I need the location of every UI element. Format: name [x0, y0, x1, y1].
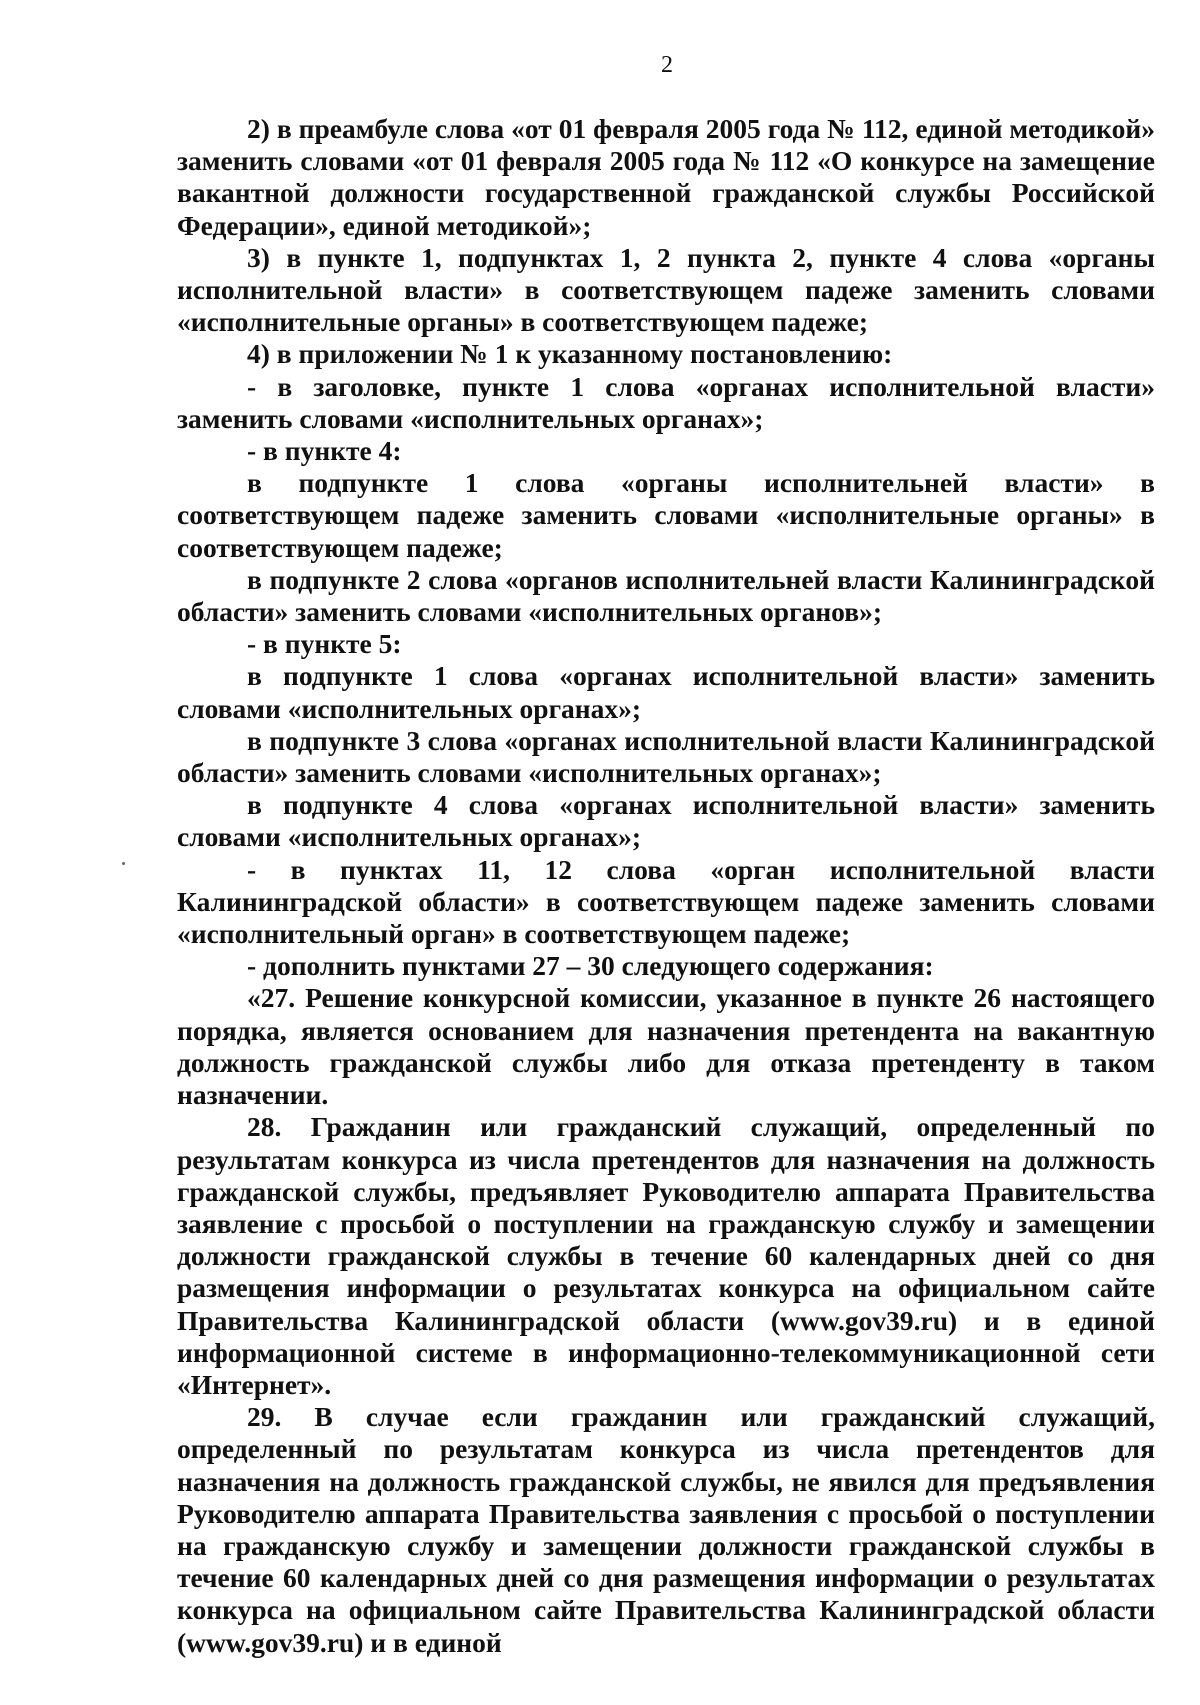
list-item-point-4: - в пункте 4: — [247, 435, 402, 467]
list-item-points-11-12: - в пунктах 11, 12 слова «орган исполнительной власти Калининградской области» в соответствующем падеже заменить словами «исполнительный орган» в соответствующем падеже; — [177, 853, 1155, 950]
document-body — [177, 113, 1155, 1659]
point-27: «27. Решение конкурсной комиссии, указанное в пункте 26 настоящего порядка, является основанием для назначения претендента на вакантную должность гражданской службы либо для отказа претенденту в таком назначении. — [177, 982, 1155, 1111]
list-item-heading: - в заголовке, пункте 1 слова «органах исполнительной власти» заменить словами «исполнительных органах»; — [177, 370, 1155, 434]
subpoint-5-1: в подпункте 1 слова «органах исполнительной власти» заменить словами «исполнительных органах»; — [177, 660, 1155, 724]
paragraph-2: 2) в преамбуле слова «от 01 февраля 2005 года № 112, единой методикой» заменить словами «от 01 февраля 2005 года № 112 «О конкурсе на замещение вакантной должности государственной гражданской службы Российской Федерации», единой методикой»; — [177, 113, 1155, 241]
list-item-add-points: - дополнить пунктами 27 – 30 следующего содержания: — [247, 950, 934, 982]
subpoint-4-2: в подпункте 2 слова «органов исполнительней власти Калининградской области» заменить словами «исполнительных органов»; — [177, 563, 1155, 628]
subpoint-5-3: в подпункте 3 слова «органах исполнительной власти Калининградской области» заменить словами «исполнительных органах»; — [177, 724, 1155, 789]
page-number: 2 — [661, 52, 673, 78]
paragraph-3: 3) в пункте 1, подпунктах 1, 2 пункта 2, пункте 4 слова «органы исполнительной власти» в соответствующем падеже заменить словами «исполнительные органы» в соответствующем падеже; — [177, 241, 1155, 338]
paragraph-4: 4) в приложении № 1 к указанному постановлению: — [247, 338, 893, 370]
scan-speck — [122, 862, 125, 865]
point-28: 28. Гражданин или гражданский служащий, определенный по результатам конкурса из числа претендентов для назначения на должность гражданской службы, предъявляет Руководителю аппарата Правительства заявление с просьбой о поступлении на гражданскую службу и замещении должности гражданской службы в течение 60 календарных дней со дня размещения информации о результатах конкурса на официальном сайте Правительства Калининградской области (www.gov39.ru) и в единой информационной системе в информационно-телекоммуникационной сети «Интернет». — [177, 1111, 1155, 1400]
point-29: 29. В случае если гражданин или гражданский служащий, определенный по результатам конкурса из числа претендентов для назначения на должность гражданской службы, не явился для предъявления Руководителю аппарата Правительства заявления с просьбой о поступлении на гражданскую службу и замещении должности гражданской службы в течение 60 календарных дней со дня размещения информации о результатах конкурса на официальном сайте Правительства Калининградской области (www.gov39.ru) и в единой — [177, 1401, 1155, 1658]
subpoint-4-1: в подпункте 1 слова «органы исполнительней власти» в соответствующем падеже заменить словами «исполнительные органы» в соответствующем падеже; — [177, 467, 1155, 563]
subpoint-5-4: в подпункте 4 слова «органах исполнительной власти» заменить словами «исполнительных органах»; — [177, 789, 1155, 853]
list-item-point-5: - в пункте 5: — [247, 628, 402, 660]
